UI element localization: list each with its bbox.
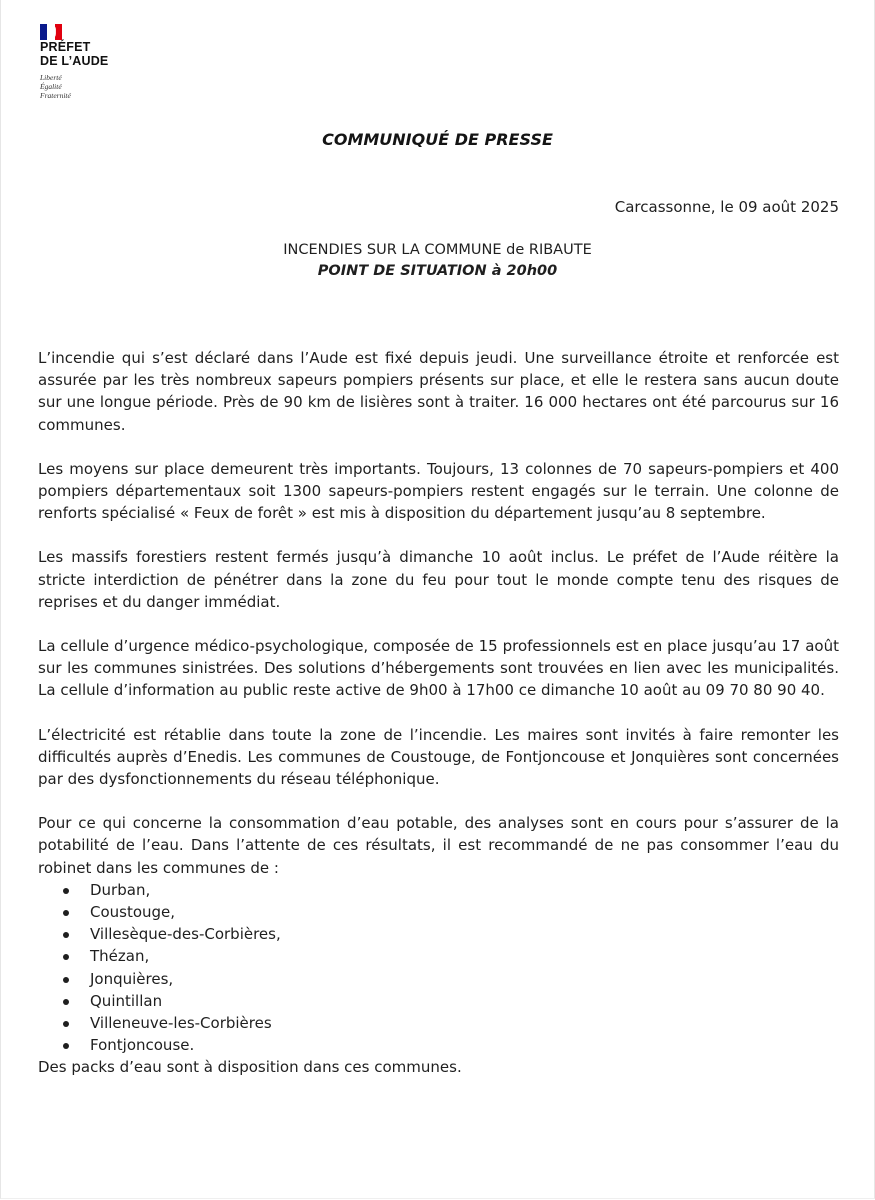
list-item: Fontjoncouse. <box>60 1034 839 1056</box>
document-subject <box>0 240 875 282</box>
paragraph-massifs: Les massifs forestiers restent fermés jusqu’à dimanche 10 août inclus. Le préfet de l’Aude réitère la stricte interdiction de pénétrer dans la zone du feu pour tout le monde compte tenu des risques de reprises et du danger immédiat. <box>38 548 839 611</box>
list-item: Thézan, <box>60 945 839 967</box>
list-item: Jonquières, <box>60 968 839 990</box>
list-item: Villeneuve-les-Corbières <box>60 1012 839 1034</box>
motto-egalite: Égalité <box>40 82 62 91</box>
logo-line-1: PRÉFET <box>40 40 91 54</box>
document-date: Carcassonne, le 09 août 2025 <box>614 198 839 216</box>
document-title: COMMUNIQUÉ DE PRESSE <box>322 130 553 149</box>
logo-line-2: DE L’AUDE <box>40 54 109 68</box>
paragraph-electricite: L’électricité est rétablie dans toute la zone de l’incendie. Les maires sont invités à faire remonter les difficultés auprès d’Enedis. Les communes de Coustouge, de Fontjoncouse et Jonquières sont concernées par des dysfonctionnements du réseau téléphonique. <box>38 725 839 789</box>
list-item: Durban, <box>60 879 839 901</box>
paragraph-cellule: La cellule d’urgence médico-psychologique, composée de 15 professionnels est en place jusqu’au 17 août sur les communes sinistrées. Des solutions d’hébergements sont trouvées en lien avec les municipalités. La cellule d’information au public reste active de 9h00 à 17h00 ce dimanche 10 août au 09 70 80 90 40. <box>38 637 839 700</box>
motto-liberte: Liberté <box>40 73 62 82</box>
subject-line-2: POINT DE SITUATION à 20h00 <box>317 263 558 279</box>
paragraph-moyens: Les moyens sur place demeurent très importants. Toujours, 13 colonnes de 70 sapeurs-pompiers et 400 pompiers départementaux soit 1300 sapeurs-pompiers restent engagés sur le terrain. Une colonne de renforts spécialisé « Feux de forêt » est mis à disposition du département jusqu’au 8 septembre. <box>38 459 839 523</box>
paragraph-eau: Pour ce qui concerne la consommation d’eau potable, des analyses sont en cours pour s’assurer de la potabilité de l’eau. Dans l’attente de ces résultats, il est recommandé de ne pas consommer l’eau du robinet dans les communes de : <box>38 814 839 877</box>
document-body <box>38 347 839 1079</box>
list-item: Villesèque-des-Corbières, <box>60 923 839 945</box>
marianne-flag-icon <box>40 24 62 40</box>
list-item: Coustouge, <box>60 901 839 923</box>
logo-motto <box>40 73 160 100</box>
prefecture-logo <box>40 24 160 100</box>
paragraph-incendie: L’incendie qui s’est déclaré dans l’Aude est fixé depuis jeudi. Une surveillance étroite et renforcée est assurée par les très nombreux sapeurs pompiers présents sur place, et elle le restera sans aucun doute sur une longue période. Près de 90 km de lisières sont à traiter. 16 000 hectares ont été parcourus sur 16 communes. <box>38 349 839 434</box>
subject-line-1: INCENDIES SUR LA COMMUNE de RIBAUTE <box>283 242 592 258</box>
list-item: Quintillan <box>60 990 839 1012</box>
motto-fraternite: Fraternité <box>40 91 71 100</box>
communes-list <box>38 879 839 1057</box>
closing-line: Des packs d’eau sont à disposition dans ces communes. <box>38 1058 462 1077</box>
